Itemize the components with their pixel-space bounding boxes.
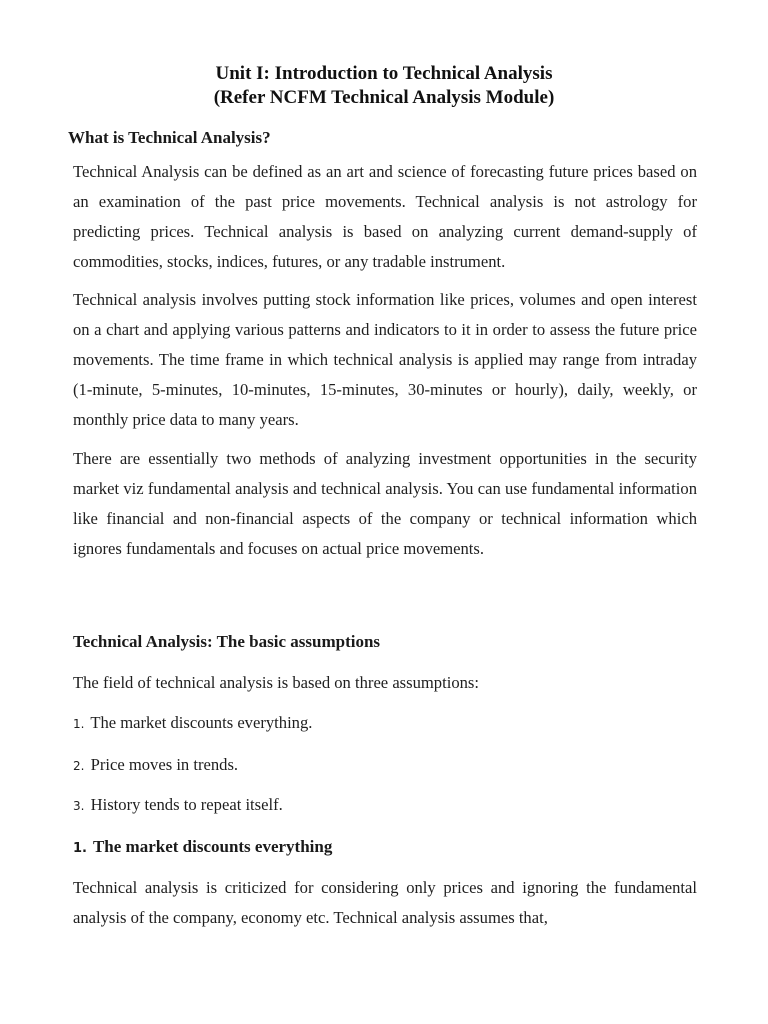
section-heading-market-discounts [73,836,332,860]
document-subtitle: (Refer NCFM Technical Analysis Module) [213,87,555,108]
list-item [73,794,283,817]
paragraph-charts: Technical analysis involves putting stock information like prices, volumes and open interest on a chart and applying various patterns and indicators to it in order to assess the future price movements. The time frame in which technical analysis is applied may range from intraday (1-minute, 5-minutes, 10-minutes, 15-minutes, 30-minutes or hourly), daily, weekly, or monthly price data to many years. [73,290,697,429]
paragraph-methods: There are essentially two methods of analyzing investment opportunities in the security market viz fundamental analysis and technical analysis. You can use fundamental information like financial and non-financial aspects of the company or technical information which ignores fundamentals and focuses on actual price movements. [73,449,697,558]
list-item-text: Price moves in trends. [90,755,239,774]
list-item [73,754,238,777]
list-item [73,712,312,735]
list-item-number: 3. [73,799,85,813]
paragraph-definition: Technical Analysis can be defined as an art and science of forecasting future prices based on an examination of the past price movements. Technical analysis is not astrology for predicting prices. Technical analysis is based on analyzing current demand-supply of commodities, stocks, indices, futures, or any tradable instrument. [73,162,697,271]
list-item-number: 1. [73,717,85,731]
list-item-text: History tends to repeat itself. [90,795,283,814]
section-heading-what-is: What is Technical Analysis? [68,128,271,147]
document-title: Unit I: Introduction to Technical Analysis [215,63,553,84]
section-heading-text: The market discounts everything [92,837,333,856]
section-heading-assumptions: Technical Analysis: The basic assumptions [73,632,381,651]
section-heading-number: 1. [73,841,87,856]
assumptions-intro: The field of technical analysis is based on three assumptions: [73,673,479,692]
list-item-number: 2. [73,759,85,773]
list-item-text: The market discounts everything. [90,713,313,732]
paragraph-criticism: Technical analysis is criticized for considering only prices and ignoring the fundamental analysis of the company, economy etc. Technical analysis assumes that, [73,878,697,927]
